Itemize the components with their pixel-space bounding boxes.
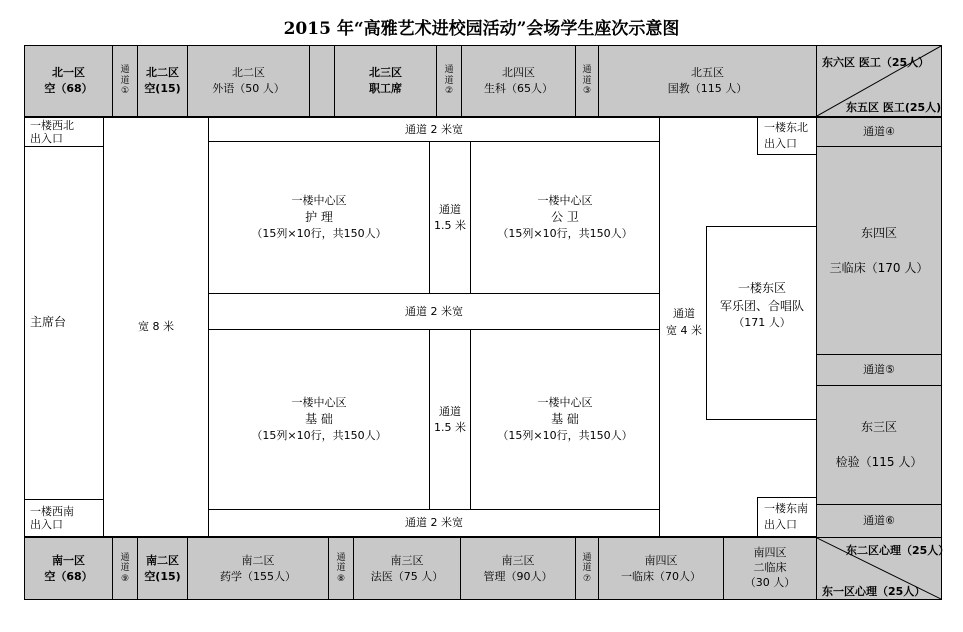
center-zone-nursing: 一楼中心区 护 理 （15列×10行，共150人）	[208, 141, 430, 294]
east-zone-1: 东一区心理（25人）	[822, 585, 926, 598]
zone-name: 北一区	[52, 66, 85, 80]
south-passage-7: 通 道 ⑦	[575, 537, 599, 600]
southeast-exit: 一楼东南 出入口	[757, 497, 817, 537]
east-passage-5: 通道⑤	[816, 354, 942, 386]
page-title: 2015 年“高雅艺术进校园活动”会场学生座次示意图	[283, 19, 680, 39]
north-zone-4: 北四区 生科（65人）	[461, 45, 576, 117]
south-zone-3-management: 南三区 管理（90人）	[460, 537, 576, 600]
east-zone-6: 东六区 医工（25人）	[822, 56, 930, 69]
north-zone-1	[24, 45, 113, 117]
north-zone-2-empty: 北二区 空(15)	[137, 45, 188, 117]
south-zone-2: 南二区 药学（155人）	[187, 537, 329, 600]
south-zone-2-empty: 南二区 空(15)	[137, 537, 188, 600]
east-passage-4: 通道④	[816, 117, 942, 147]
west-aisle: 宽 8 米	[103, 117, 209, 537]
south-zone-1: 南一区 空（68）	[24, 537, 113, 600]
north-spacer	[309, 45, 335, 117]
south-passage-9: 通 道 ⑨	[112, 537, 138, 600]
center-bottom-aisle: 通道 2 米宽	[208, 509, 660, 537]
center-middle-aisle: 通道 2 米宽	[208, 293, 660, 330]
east-aisle-label: 通道 宽 4 米	[666, 307, 702, 337]
east-zone-4: 东四区 三临床（170 人）	[816, 146, 942, 355]
south-passage-8: 通 道 ⑧	[328, 537, 354, 600]
north-passage-3: 通 道 ③	[575, 45, 599, 117]
north-zone-2: 北二区 外语（50 人）	[187, 45, 310, 117]
north-passage-1: 通 道 ①	[112, 45, 138, 117]
chairman-stage: 主席台	[24, 146, 104, 500]
north-zone-5: 北五区 国教（115 人）	[598, 45, 817, 117]
south-zone-3-forensic: 南三区 法医（75 人）	[353, 537, 461, 600]
east-zone-band: 一楼东区 军乐团、合唱队 （171 人）	[719, 281, 804, 329]
north-passage-2: 通 道 ②	[436, 45, 462, 117]
northwest-exit: 一楼西北 出入口	[24, 117, 104, 147]
center-lower-gap: 通道 1.5 米	[429, 329, 471, 510]
southwest-exit: 一楼西南 出入口	[24, 499, 104, 537]
south-zone-4-first-clinic: 南四区 一临床（70人）	[598, 537, 724, 600]
center-zone-basic-right: 一楼中心区 基 础 （15列×10行，共150人）	[470, 329, 660, 510]
dashed-divider	[187, 537, 188, 600]
east-zone-3: 东三区 检验（115 人）	[816, 385, 942, 505]
east-zone-2: 东二区心理（25人）	[846, 544, 950, 557]
center-top-aisle: 通道 2 米宽	[208, 117, 660, 142]
zone-detail: 空（68）	[44, 82, 93, 95]
east-zone-5: 东五区 医工(25人)	[846, 101, 942, 114]
dashed-divider	[187, 45, 188, 117]
center-zone-basic-left: 一楼中心区 基 础 （15列×10行，共150人）	[208, 329, 430, 510]
center-upper-gap: 通道 1.5 米	[429, 141, 471, 294]
south-zone-4-second-clinic: 南四区 二临床 （30 人）	[723, 537, 817, 600]
east-zone-border-bottom	[706, 419, 817, 420]
east-passage-6: 通道⑥	[816, 504, 942, 538]
north-zone-3: 北三区 职工席	[334, 45, 437, 117]
east-zone-border-top	[706, 226, 817, 227]
northeast-exit: 一楼东北 出入口	[757, 117, 817, 155]
center-zone-public-health: 一楼中心区 公 卫 （15列×10行，共150人）	[470, 141, 660, 294]
